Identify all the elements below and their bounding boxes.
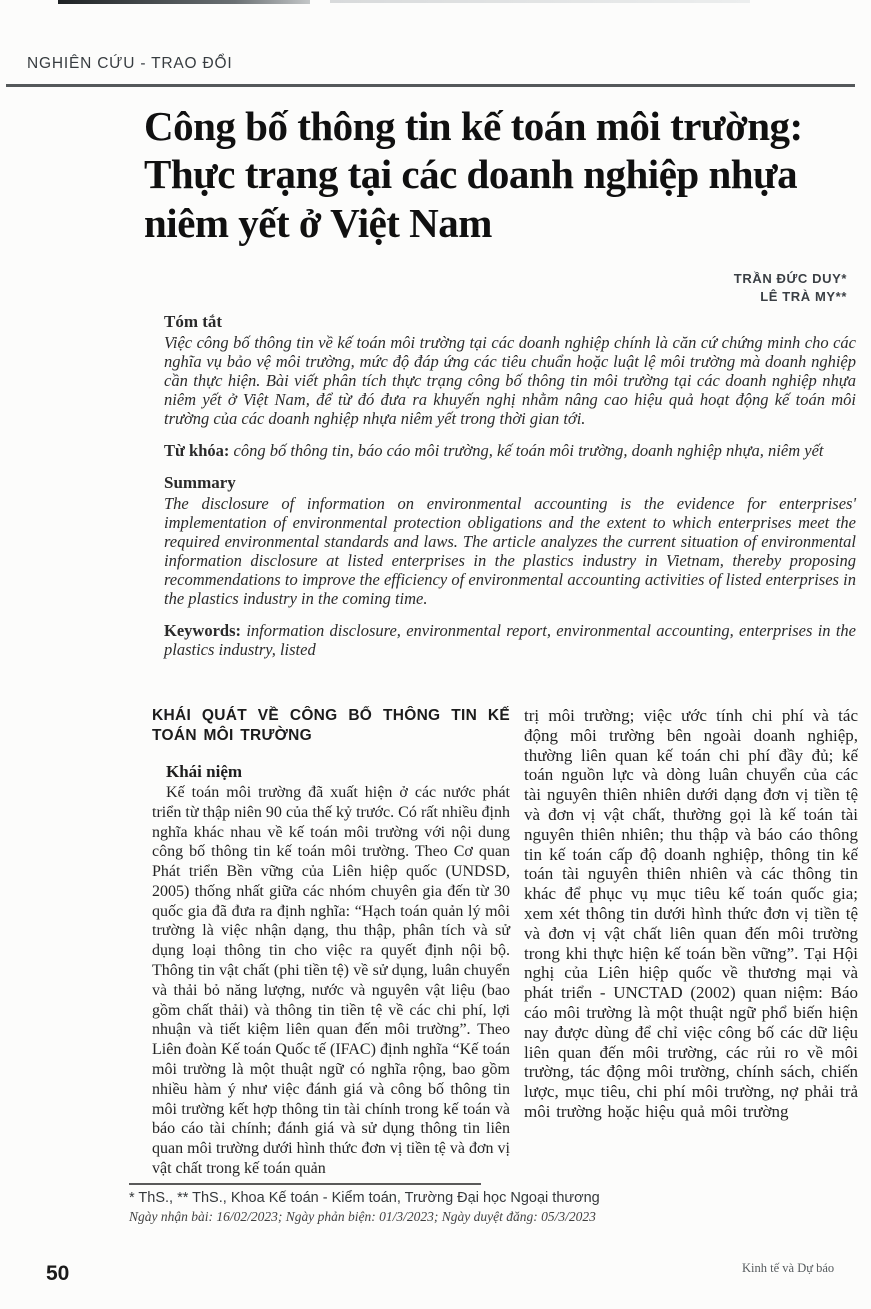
author-block [734,270,847,306]
abstract-en-text: The disclosure of information on environmental accounting is the evidence for enterprises' implementation of environmental protection obligations and the extent to which enterprises meet the required environmental standards and laws. The article analyzes the current situation of environmental information disclosure at listed enterprises in the plastics industry in Vietnam, thereby proposing recommendations to improve the efficiency of environmental accounting activities of listed enterprises in the plastics industry in the coming time. [164,494,856,608]
body-text-right: trị môi trường; việc ước tính chi phí và tác động môi trường bên ngoài doanh nghiệp, thường liên quan kế toán chi phí đầy đủ; kế toán nguồn lực và dòng luân chuyển của các tài nguyên thiên nhiên dưới dạng đơn vị tiền tệ và đơn vị vật chất, thường gọi là kế toán tài nguyên thiên nhiên; thu thập và báo cáo thông tin kế toán cấp độ doanh nghiệp, thông tin kế toán tài nguyên thiên nhiên và các thông tin khác để phục vụ mục tiêu kế toán quốc gia; xem xét thông tin dưới hình thức đơn vị tiền tệ và đơn vị vật chất liên quan đến môi trường trong khi thực hiện kế toán bền vững”. Tại Hội nghị của Liên hiệp quốc về thương mại và phát triển - UNCTAD (2002) quan niệm: Báo cáo môi trường là một thuật ngữ phổ biến hiện nay được dùng để chỉ việc công bố các dữ liệu liên quan đến môi trường, các rủi ro về môi trường, tác động môi trường, chính sách, chiến lược, mục tiêu, chi phí môi trường, nợ phải trả môi trường hoặc hiệu quả môi trường [524,706,858,1121]
article-title: Công bố thông tin kế toán môi trường: Thực trạng tại các doanh nghiệp nhựa niêm yết ở Việt Nam [144,103,803,246]
abstract-vi-text: Việc công bố thông tin về kế toán môi trường tại các doanh nghiệp chính là căn cứ chứng minh cho các nghĩa vụ bảo vệ môi trường, mức độ đáp ứng các tiêu chuẩn hoặc luật lệ môi trường mà doanh nghiệp cần thực hiện. Bài viết phân tích thực trạng công bố thông tin môi trường tại các doanh nghiệp nhựa niêm yết ở Việt Nam, để từ đó đưa ra khuyến nghị nhằm nâng cao hiệu quả hoạt động kế toán môi trường của các doanh nghiệp nhựa niêm yết trong thời gian tới. [164,333,856,428]
footnote-area [129,1183,769,1225]
author-name-2: LÊ TRÀ MY** [760,289,847,304]
keywords-en-label: Keywords: [164,621,241,640]
keywords-vi-text: công bố thông tin, báo cáo môi trường, kế toán môi trường, doanh nghiệp nhựa, niêm yết [233,441,824,460]
abstract-en-label: Summary [164,473,236,492]
keywords-en [164,621,856,659]
scan-artifact-bar-light [330,0,750,3]
footnote-divider [129,1183,481,1185]
keywords-vi-label: Từ khóa: [164,441,230,460]
page-number: 50 [46,1262,70,1285]
header-divider [6,84,855,87]
section-heading: KHÁI QUÁT VỀ CÔNG BỐ THÔNG TIN KẾ TOÁN MÔI TRƯỜNG [152,707,510,745]
body-column-left [152,706,510,1188]
abstract-block [164,312,856,672]
keywords-en-text: information disclosure, environmental report, environmental accounting, enterprises in the plastics industry, listed [164,621,856,659]
body-text-left: Kế toán môi trường đã xuất hiện ở các nước phát triển từ thập niên 90 của thế kỷ trước. Có rất nhiều định nghĩa khác nhau về kế toán môi trường với nội dung công bố thông tin kế toán môi trường. Theo Cơ quan Phát triển Bền vững của Liên hiệp quốc (UNDSD, 2005) thống nhất giữa các nhóm chuyên gia đến từ 30 quốc gia đã đưa ra định nghĩa: “Hạch toán quản lý môi trường là việc nhận dạng, thu thập, phân tích và sử dụng loại thông tin cho việc ra quyết định nội bộ. Thông tin vật chất (phi tiền tệ) về sử dụng, luân chuyển và thải bỏ năng lượng, nước và nguyên vật liệu (bao gồm chất thải) và thông tin tiền tệ về các chi phí, lợi nhuận và tiết kiệm liên quan đến môi trường”. Theo Liên đoàn Kế toán Quốc tế (IFAC) định nghĩa “Kế toán môi trường là một thuật ngữ có nghĩa rộng, bao gồm nhiều hàm ý như việc đánh giá và công bố thông tin môi trường kết hợp thông tin tài chính trong kế toán và báo cáo tài chính; đánh giá và sử dụng thông tin liên quan môi trường dưới hình thức đơn vị tiền tệ và đơn vị vật chất trong kế toán quản [152,783,510,1178]
body-column-right [524,706,858,1188]
abstract-vi-label: Tóm tắt [164,312,223,331]
scan-artifact-bar [58,0,310,4]
running-head: NGHIÊN CỨU - TRAO ĐỔI [27,55,233,72]
author-name-1: TRẦN ĐỨC DUY* [733,271,847,286]
keywords-vi [164,441,856,460]
subsection-heading: Khái niệm [166,761,243,781]
journal-name: Kinh tế và Dự báo [742,1261,835,1275]
submission-dates: Ngày nhận bài: 16/02/2023; Ngày phản biện: 01/3/2023; Ngày duyệt đăng: 05/3/2023 [129,1208,596,1224]
article-body [152,706,858,1188]
author-affiliation: * ThS., ** ThS., Khoa Kế toán - Kiểm toán, Trường Đại học Ngoại thương [129,1189,600,1206]
